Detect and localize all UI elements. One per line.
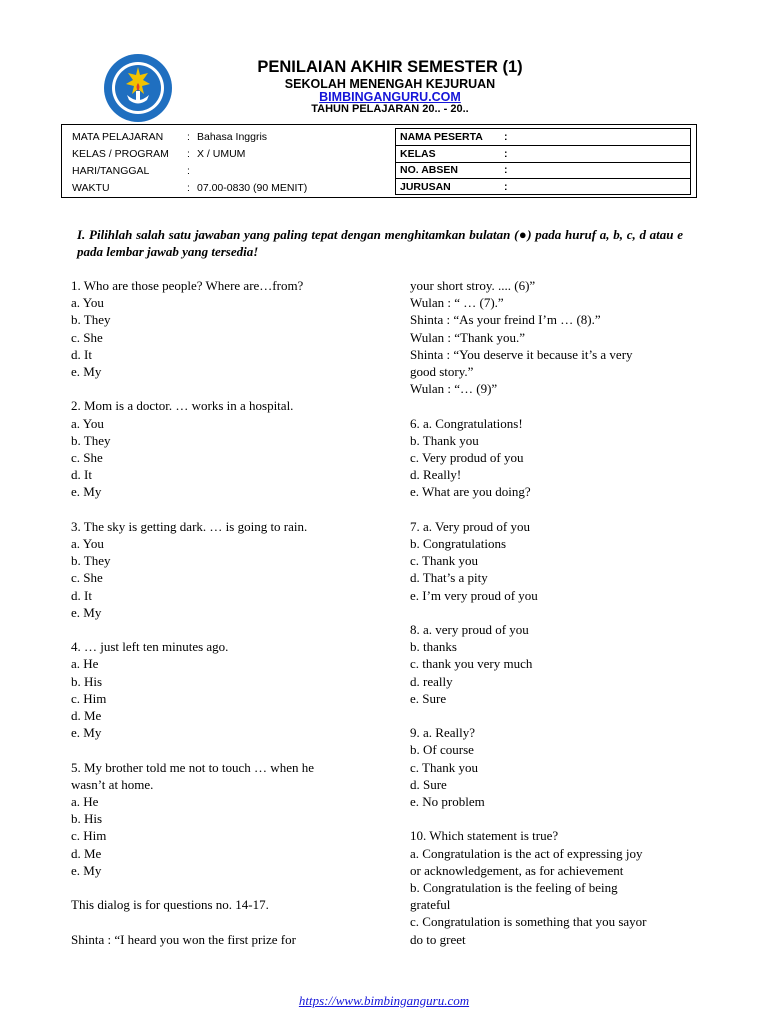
question-line: a. He bbox=[71, 656, 99, 672]
participant-row bbox=[396, 146, 690, 163]
participant-row bbox=[396, 162, 690, 179]
participant-row bbox=[396, 179, 690, 196]
question-line: b. thanks bbox=[410, 639, 457, 655]
question-line: 9. a. Really? bbox=[410, 725, 475, 741]
question-line: d. It bbox=[71, 587, 92, 603]
question-line: do to greet bbox=[410, 931, 466, 947]
question-line: e. What are you doing? bbox=[410, 484, 531, 500]
question-line: d. That’s a pity bbox=[410, 570, 488, 586]
question-line: or acknowledgement, as for achievement bbox=[410, 862, 624, 878]
spacer bbox=[410, 604, 710, 621]
right-question-column bbox=[410, 277, 710, 948]
question-line: b. Congratulation is the feeling of being bbox=[410, 880, 618, 896]
school-name: SEKOLAH MENENGAH KEJURUAN bbox=[284, 77, 496, 91]
question-line: d. Sure bbox=[410, 776, 447, 792]
question-line: d. Me bbox=[71, 845, 102, 861]
instruction: I. Pilihlah salah satu jawaban yang paling tepat dengan menghitamkan bulatan (●) pada huruf a, b, c, d atau e pada lembar jawab yang tersedia! bbox=[77, 227, 683, 259]
info-label-subject: MATA PELAJARAN bbox=[72, 131, 164, 143]
question-line: e. No problem bbox=[410, 794, 485, 810]
question-line: a. You bbox=[71, 295, 104, 311]
question-line: c. Congratulation is something that you sayor bbox=[410, 914, 647, 930]
question-line: b. Of course bbox=[410, 742, 474, 758]
question-line: e. I’m very proud of you bbox=[410, 587, 538, 603]
question-line: c. She bbox=[71, 450, 103, 466]
school-year: TAHUN PELAJARAN 20.. - 20.. bbox=[311, 103, 469, 115]
question-line: c. Very produd of you bbox=[410, 450, 524, 466]
question-line: a. You bbox=[71, 536, 104, 552]
participant-colon: : bbox=[504, 164, 508, 176]
info-colon: : bbox=[187, 148, 190, 160]
question-line: b. They bbox=[71, 312, 111, 328]
question-line: Shinta : “As your freind I’m … (8).” bbox=[410, 312, 601, 328]
question-line: e. Sure bbox=[410, 690, 447, 706]
participant-label-name: NAMA PESERTA bbox=[400, 131, 483, 143]
question-line: c. Him bbox=[71, 828, 107, 844]
participant-box bbox=[395, 128, 691, 195]
question-line: a. He bbox=[71, 794, 99, 810]
question-line: 7. a. Very proud of you bbox=[410, 518, 530, 534]
question-line: 1. Who are those people? Where are…from? bbox=[71, 278, 304, 293]
info-colon: : bbox=[187, 131, 190, 143]
question-line: 4. … just left ten minutes ago. bbox=[71, 639, 229, 655]
spacer bbox=[410, 810, 710, 827]
site-link[interactable]: BIMBINGANGURU.COM bbox=[319, 90, 461, 104]
question-line: 3. The sky is getting dark. … is going to rain. bbox=[71, 518, 308, 534]
question-line: c. Thank you bbox=[410, 553, 478, 569]
info-label-time: WAKTU bbox=[72, 182, 110, 194]
info-colon: : bbox=[187, 165, 190, 177]
exam-title: PENILAIAN AKHIR SEMESTER (1) bbox=[257, 58, 523, 76]
question-line: e. My bbox=[71, 725, 102, 741]
exam-info-box bbox=[61, 124, 697, 198]
question-line: e. My bbox=[71, 484, 102, 500]
left-question-column bbox=[71, 277, 371, 948]
participant-colon: : bbox=[504, 180, 508, 193]
participant-colon: : bbox=[504, 147, 508, 160]
question-line: b. They bbox=[71, 553, 111, 569]
question-line: c. She bbox=[71, 329, 103, 345]
question-line: b. Congratulations bbox=[410, 536, 507, 552]
question-line: d. Me bbox=[71, 708, 102, 724]
question-line: c. She bbox=[71, 570, 103, 586]
participant-label-class: KELAS bbox=[400, 147, 436, 160]
question-line: Wulan : “Thank you.” bbox=[410, 329, 525, 345]
question-line: 6. a. Congratulations! bbox=[410, 415, 523, 431]
question-line: b. Thank you bbox=[410, 432, 479, 448]
spacer bbox=[71, 913, 371, 930]
tut-wuri-handayani-logo bbox=[103, 53, 173, 123]
info-value-time: 07.00-0830 (90 MENIT) bbox=[197, 182, 308, 194]
question-line: Wulan : “… (9)” bbox=[410, 381, 498, 397]
spacer bbox=[71, 380, 371, 397]
question-line: c. thank you very much bbox=[410, 656, 533, 672]
question-line: wasn’t at home. bbox=[71, 776, 154, 792]
info-value-class: X / UMUM bbox=[197, 148, 246, 160]
spacer bbox=[71, 501, 371, 518]
info-label-date: HARI/TANGGAL bbox=[72, 165, 150, 177]
spacer bbox=[410, 397, 710, 414]
question-line: b. His bbox=[71, 673, 103, 689]
question-line: b. His bbox=[71, 811, 103, 827]
participant-row bbox=[396, 129, 690, 146]
question-line: c. Thank you bbox=[410, 759, 478, 775]
question-line: e. My bbox=[71, 862, 102, 878]
question-line: b. They bbox=[71, 432, 111, 448]
participant-label-major: JURUSAN bbox=[400, 180, 451, 193]
spacer bbox=[71, 879, 371, 896]
question-line: d. It bbox=[71, 346, 92, 362]
question-line: your short stroy. .... (6)” bbox=[410, 278, 536, 293]
question-line: e. My bbox=[71, 364, 102, 380]
spacer bbox=[410, 501, 710, 518]
question-line: 2. Mom is a doctor. … works in a hospital. bbox=[71, 398, 294, 414]
spacer bbox=[71, 741, 371, 758]
question-line: Wulan : “ … (7).” bbox=[410, 295, 504, 311]
participant-label-absen: NO. ABSEN bbox=[400, 164, 458, 176]
question-line: e. My bbox=[71, 604, 102, 620]
footer-link[interactable]: https://www.bimbinganguru.com bbox=[298, 993, 470, 1008]
question-line: grateful bbox=[410, 897, 451, 913]
question-line: Shinta : “I heard you won the first prize for bbox=[71, 931, 296, 947]
question-line: d. really bbox=[410, 673, 453, 689]
info-colon: : bbox=[187, 182, 190, 194]
question-line: a. You bbox=[71, 415, 104, 431]
spacer bbox=[71, 621, 371, 638]
info-label-class: KELAS / PROGRAM bbox=[72, 148, 169, 160]
question-line: d. It bbox=[71, 467, 92, 483]
question-line: Shinta : “You deserve it because it’s a very bbox=[410, 346, 633, 362]
question-line: c. Him bbox=[71, 690, 107, 706]
question-line: 5. My brother told me not to touch … when he bbox=[71, 759, 314, 775]
question-line: 8. a. very proud of you bbox=[410, 622, 529, 638]
question-line: This dialog is for questions no. 14-17. bbox=[71, 897, 269, 913]
question-line: a. Congratulation is the act of expressing joy bbox=[410, 845, 643, 861]
info-value-subject: Bahasa Inggris bbox=[197, 131, 268, 143]
question-line: good story.” bbox=[410, 364, 474, 380]
spacer bbox=[410, 707, 710, 724]
question-line: d. Really! bbox=[410, 467, 462, 483]
participant-colon: : bbox=[504, 131, 508, 143]
question-line: 10. Which statement is true? bbox=[410, 828, 559, 844]
